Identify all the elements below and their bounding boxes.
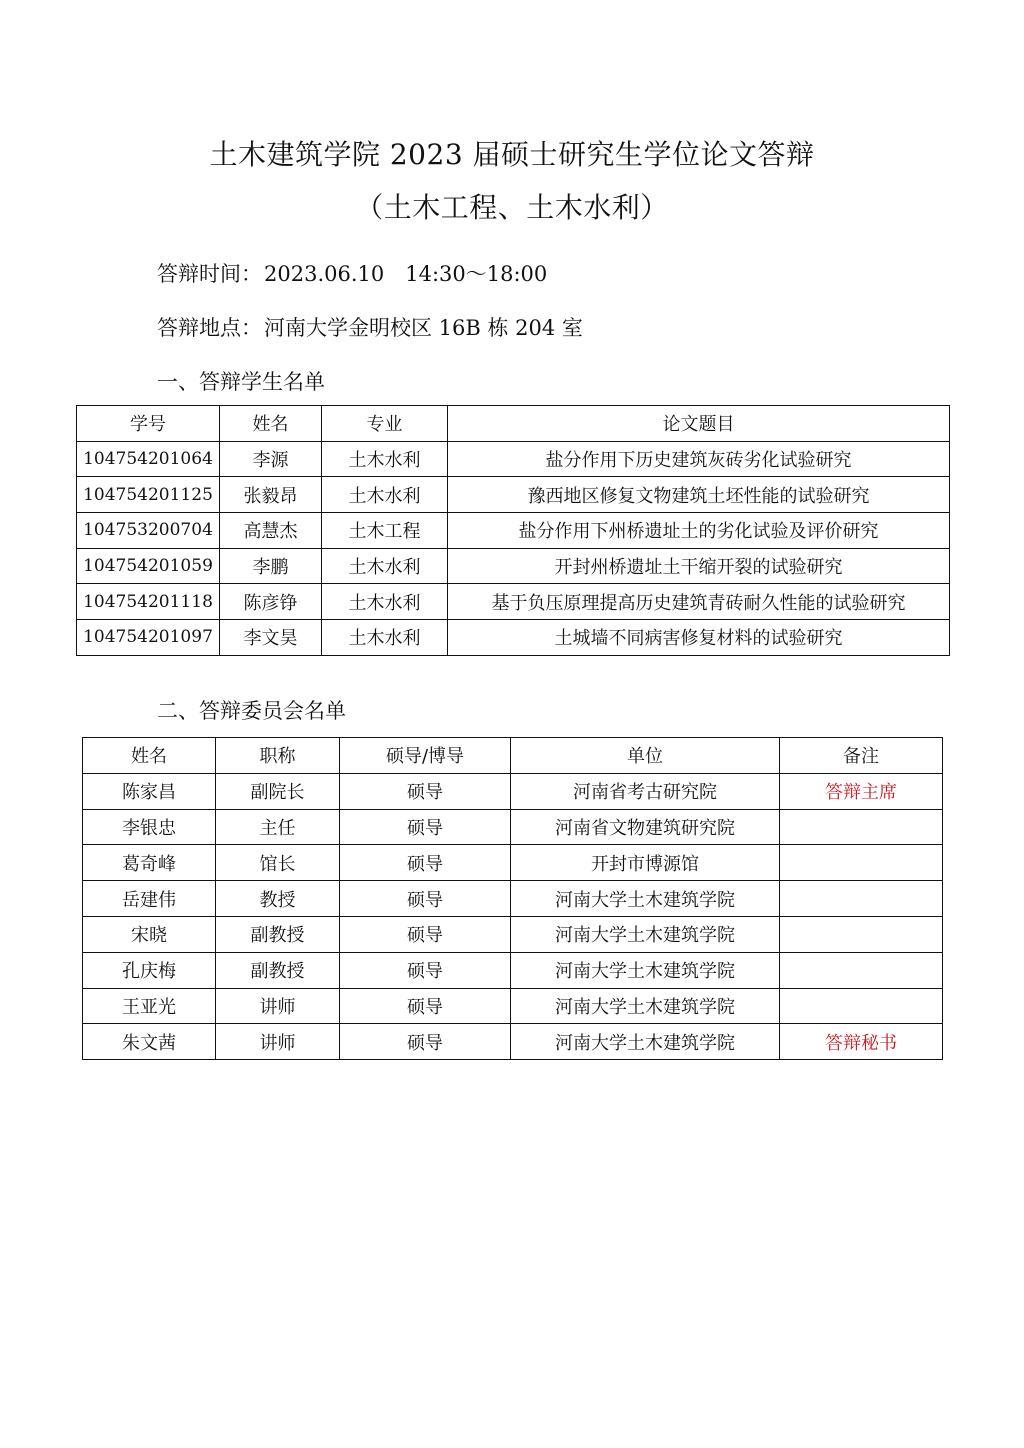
supervisor-type-cell: 硕导 xyxy=(340,881,511,917)
table-row xyxy=(83,809,943,845)
member-title-cell: 副教授 xyxy=(216,952,340,988)
column-header: 姓名 xyxy=(83,738,216,774)
defense-time xyxy=(157,258,547,288)
thesis-title-cell: 盐分作用下州桥遗址土的劣化试验及评价研究 xyxy=(448,513,950,549)
thesis-title-cell: 豫西地区修复文物建筑土坯性能的试验研究 xyxy=(448,477,950,513)
page-title: 土木建筑学院 2023 届硕士研究生学位论文答辩 xyxy=(209,138,815,171)
affiliation-cell: 河南大学土木建筑学院 xyxy=(511,916,780,952)
supervisor-type-cell: 硕导 xyxy=(340,988,511,1024)
table-row xyxy=(83,952,943,988)
supervisor-type-cell: 硕导 xyxy=(340,845,511,881)
member-name-cell: 王亚光 xyxy=(83,988,216,1024)
column-header: 备注 xyxy=(780,738,943,774)
remark-cell xyxy=(780,845,943,881)
thesis-title-cell: 开封州桥遗址土干缩开裂的试验研究 xyxy=(448,548,950,584)
column-header: 职称 xyxy=(216,738,340,774)
member-title-cell: 讲师 xyxy=(216,988,340,1024)
member-title-cell: 讲师 xyxy=(216,1024,340,1060)
defense-place-value: 河南大学金明校区 16B 栋 204 室 xyxy=(264,316,583,340)
major-cell: 土木水利 xyxy=(322,620,448,656)
column-header: 单位 xyxy=(511,738,780,774)
student-id-cell: 104754201064 xyxy=(77,441,220,477)
students-table xyxy=(76,405,950,656)
thesis-title-cell: 基于负压原理提高历史建筑青砖耐久性能的试验研究 xyxy=(448,584,950,620)
table-row xyxy=(77,513,950,549)
remark-cell xyxy=(780,809,943,845)
major-cell: 土木工程 xyxy=(322,513,448,549)
table-row xyxy=(83,916,943,952)
remark-cell xyxy=(780,881,943,917)
supervisor-type-cell: 硕导 xyxy=(340,952,511,988)
supervisor-type-cell: 硕导 xyxy=(340,1024,511,1060)
table-row xyxy=(83,773,943,809)
students-header-row xyxy=(77,406,950,442)
student-id-cell: 104754201097 xyxy=(77,620,220,656)
defense-place-label: 答辩地点： xyxy=(157,316,262,340)
student-id-cell: 104754201125 xyxy=(77,477,220,513)
affiliation-cell: 河南省文物建筑研究院 xyxy=(511,809,780,845)
student-id-cell: 104754201118 xyxy=(77,584,220,620)
member-title-cell: 副教授 xyxy=(216,916,340,952)
remark-cell: 答辩主席 xyxy=(780,773,943,809)
major-cell: 土木水利 xyxy=(322,548,448,584)
student-name-cell: 李文昊 xyxy=(220,620,322,656)
member-name-cell: 朱文茜 xyxy=(83,1024,216,1060)
member-title-cell: 主任 xyxy=(216,809,340,845)
table-row xyxy=(77,620,950,656)
student-name-cell: 张毅昂 xyxy=(220,477,322,513)
member-name-cell: 孔庆梅 xyxy=(83,952,216,988)
student-id-cell: 104754201059 xyxy=(77,548,220,584)
student-name-cell: 李鹏 xyxy=(220,548,322,584)
member-name-cell: 葛奇峰 xyxy=(83,845,216,881)
thesis-title-cell: 土城墙不同病害修复材料的试验研究 xyxy=(448,620,950,656)
affiliation-cell: 河南大学土木建筑学院 xyxy=(511,1024,780,1060)
student-name-cell: 李源 xyxy=(220,441,322,477)
member-name-cell: 宋晓 xyxy=(83,916,216,952)
table-row xyxy=(77,441,950,477)
remark-cell xyxy=(780,916,943,952)
remark-cell xyxy=(780,988,943,1024)
major-cell: 土木水利 xyxy=(322,477,448,513)
table-row xyxy=(83,1024,943,1060)
table-row xyxy=(83,845,943,881)
student-name-cell: 陈彦铮 xyxy=(220,584,322,620)
defense-time-label: 答辩时间： xyxy=(157,262,262,286)
member-name-cell: 陈家昌 xyxy=(83,773,216,809)
table-row xyxy=(77,477,950,513)
page-subtitle: （土木工程、土木水利） xyxy=(355,191,669,224)
thesis-title-cell: 盐分作用下历史建筑灰砖劣化试验研究 xyxy=(448,441,950,477)
table-row xyxy=(77,548,950,584)
affiliation-cell: 河南大学土木建筑学院 xyxy=(511,988,780,1024)
column-header: 硕导/博导 xyxy=(340,738,511,774)
table-row xyxy=(77,584,950,620)
table-row xyxy=(83,881,943,917)
affiliation-cell: 河南大学土木建筑学院 xyxy=(511,881,780,917)
affiliation-cell: 河南大学土木建筑学院 xyxy=(511,952,780,988)
defense-time-value: 2023.06.10 14:30～18:00 xyxy=(264,262,548,286)
table-row xyxy=(83,988,943,1024)
defense-place xyxy=(157,312,583,342)
student-name-cell: 高慧杰 xyxy=(220,513,322,549)
committee-header-row xyxy=(83,738,943,774)
student-id-cell: 104753200704 xyxy=(77,513,220,549)
member-title-cell: 副院长 xyxy=(216,773,340,809)
column-header: 学号 xyxy=(77,406,220,442)
affiliation-cell: 河南省考古研究院 xyxy=(511,773,780,809)
affiliation-cell: 开封市博源馆 xyxy=(511,845,780,881)
member-title-cell: 教授 xyxy=(216,881,340,917)
member-name-cell: 岳建伟 xyxy=(83,881,216,917)
committee-table xyxy=(82,737,943,1060)
remark-cell xyxy=(780,952,943,988)
students-heading: 一、答辩学生名单 xyxy=(157,370,325,394)
remark-cell: 答辩秘书 xyxy=(780,1024,943,1060)
column-header: 专业 xyxy=(322,406,448,442)
column-header: 姓名 xyxy=(220,406,322,442)
member-title-cell: 馆长 xyxy=(216,845,340,881)
major-cell: 土木水利 xyxy=(322,441,448,477)
committee-heading: 二、答辩委员会名单 xyxy=(157,699,346,723)
supervisor-type-cell: 硕导 xyxy=(340,916,511,952)
column-header: 论文题目 xyxy=(448,406,950,442)
supervisor-type-cell: 硕导 xyxy=(340,773,511,809)
member-name-cell: 李银忠 xyxy=(83,809,216,845)
major-cell: 土木水利 xyxy=(322,584,448,620)
supervisor-type-cell: 硕导 xyxy=(340,809,511,845)
